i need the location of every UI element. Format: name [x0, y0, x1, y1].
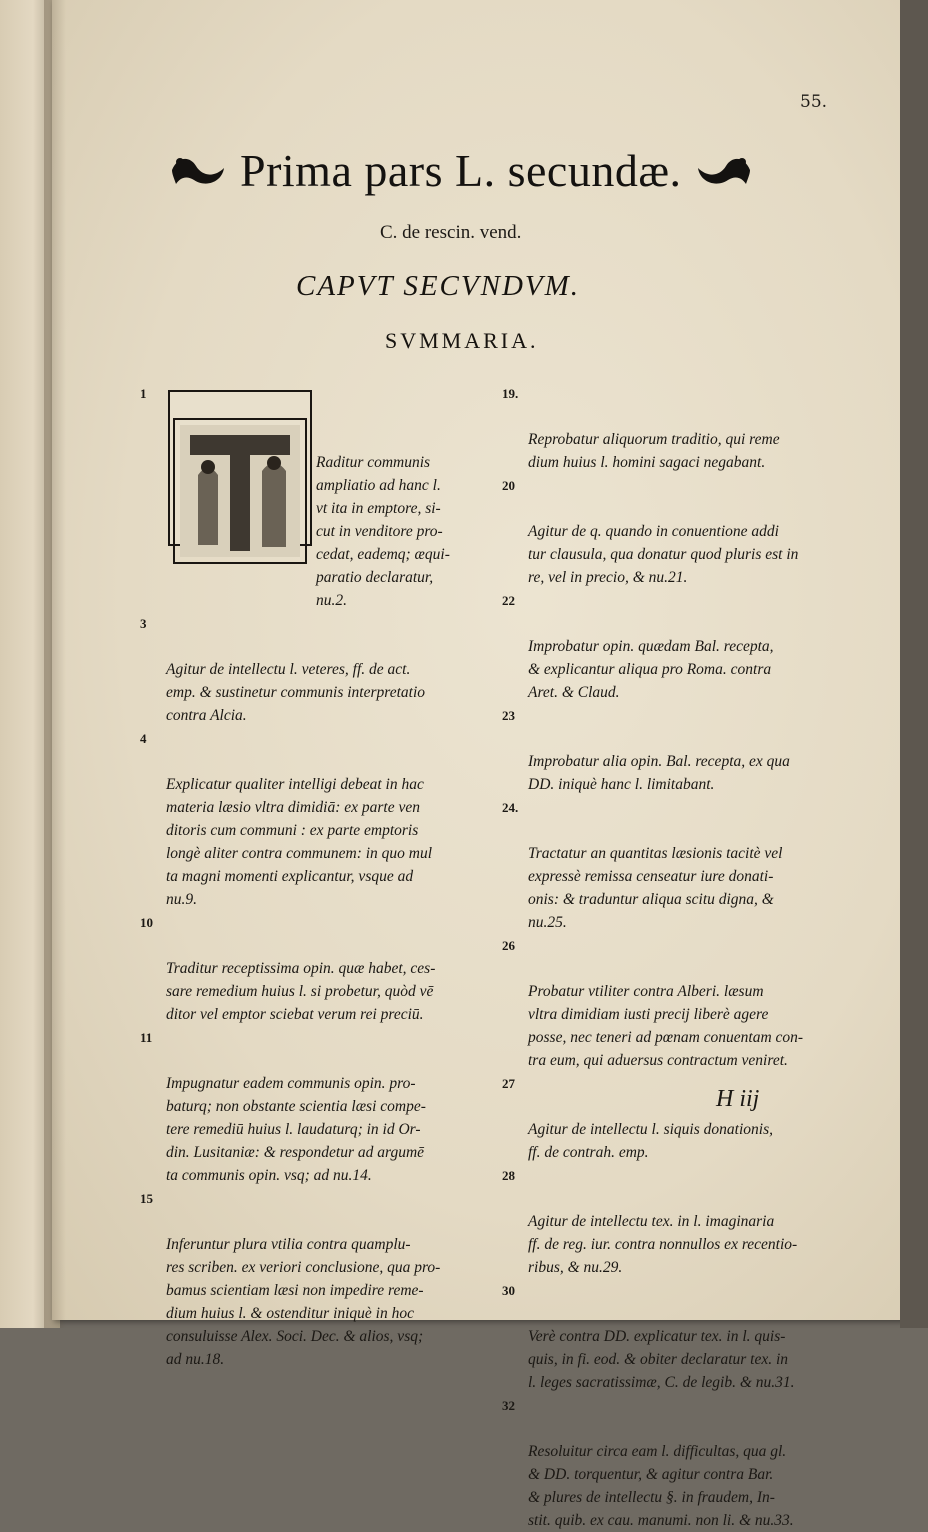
- entry-text: Agitur de intellectu tex. in l. imaginaria ff. de reg. iur. contra nonnullos ex recentio- ribus, & nu.29.: [528, 1213, 798, 1276]
- summary-heading: SVMMARIA.: [385, 328, 539, 353]
- summary-entry: [502, 934, 817, 1072]
- entry-text: Improbatur alia opin. Bal. recepta, ex qua DD. iniquè hanc l. limitabant.: [528, 753, 790, 793]
- summary-entry: [140, 382, 475, 612]
- entry-text: Inferuntur plura vtilia contra quamplu- res scriben. ex veriori conclusione, qua pro- bamus scientiam læsi non impedire reme- dium huius l. & ostenditur iniquè in hoc consuluisse Alex. Soci. Dec. & alios, vsq; ad nu.18.: [166, 1236, 441, 1368]
- summary-entry: [502, 1394, 817, 1532]
- entry-text: Explicatur qualiter intelligi debeat in hac materia læsio vltra dimidiā: ex parte ven ditoris cum communi : ex parte emptoris longè aliter contra communem: in quo mul ta magni momenti explicantur, vsque ad nu.9.: [166, 776, 433, 908]
- summary-entry: [502, 1072, 817, 1164]
- entry-text: Resoluitur circa eam l. difficultas, qua gl. & DD. torquentur, & agitur contra Bar. & plures de intellectu §. in fraudem, In- stit. quib. ex cau. manumi. non li. & nu.33.: [528, 1443, 794, 1529]
- entry-number: 4: [140, 731, 147, 746]
- summary-left-column: [140, 382, 475, 1371]
- entry-number: 11: [140, 1030, 153, 1045]
- entry-number: 22: [502, 593, 515, 608]
- summary-right-column: [502, 382, 817, 1532]
- chapter-heading: CAPVT SECVNDVM.: [296, 270, 581, 302]
- summary-entry: [140, 727, 475, 911]
- entry-text: Agitur de q. quando in conuentione addi tur clausula, qua donatur quod pluris est in re, vel in precio, & nu.21.: [528, 523, 799, 586]
- summary-entry: [502, 704, 817, 796]
- signature-mark: H iij: [716, 1086, 760, 1112]
- entry-text: Improbatur opin. quædam Bal. recepta, & explicantur aliqua pro Roma. contra Aret. & Claud.: [528, 638, 774, 701]
- entry-number: 23: [502, 708, 515, 723]
- entry-text: Agitur de intellectu l. siquis donationis, ff. de contrah. emp.: [528, 1121, 773, 1161]
- entry-number: 20: [502, 478, 515, 493]
- summary-entry: [140, 911, 475, 1026]
- entry-text: Reprobatur aliquorum traditio, qui reme dium huius l. homini sagaci negabant.: [528, 431, 780, 471]
- summary-entry: [502, 1279, 817, 1394]
- summary-entry: [140, 612, 475, 727]
- entry-number: 26: [502, 938, 515, 953]
- entry-text: Raditur communis ampliatio ad hanc l. vt ita in emptore, si- cut in venditore pro- cedat, eademq; æqui- paratio declaratur, nu.2.: [316, 454, 450, 609]
- summary-entry: [502, 796, 817, 934]
- right-fleuron-icon: [694, 148, 754, 192]
- entry-text: Tractatur an quantitas læsionis tacitè vel expressè remissa censeatur iure donati- onis: & traduntur aliqua scitu digna, & nu.25.: [528, 845, 783, 931]
- entry-number: 10: [140, 915, 153, 930]
- entry-text: Probatur vtiliter contra Alberi. læsum vltra dimidiam iusti precij liberè agere posse, nec teneri ad pœnam conuentam con- tra eum, qui aduersus contractum veniret.: [528, 983, 804, 1069]
- summary-entry: [502, 474, 817, 589]
- book-gutter: [44, 0, 66, 1328]
- entry-text: Agitur de intellectu l. veteres, ff. de act. emp. & sustinetur communis interpretatio contra Alcia.: [166, 661, 426, 724]
- entry-number: 30: [502, 1283, 515, 1298]
- page-number: 55.: [800, 92, 828, 112]
- background-edge: [900, 0, 928, 1328]
- entry-number: 27: [502, 1076, 515, 1091]
- summary-entry: [502, 1164, 817, 1279]
- entry-text: Impugnatur eadem communis opin. pro- baturq; non obstante scientia læsi compe- tere remediū huius l. laudaturq; in id Or- din. Lusitaniæ: & respondetur ad argumē ta communis opin. vsq; ad nu.14.: [166, 1075, 426, 1184]
- summary-entry: [502, 589, 817, 704]
- decorated-initial-woodcut: [168, 390, 312, 546]
- entry-text: Verè contra DD. explicatur tex. in l. quis- quis, in fi. eod. & obiter declaratur tex. in l. leges sacratissimæ, C. de legib. & nu.31.: [528, 1328, 795, 1391]
- title-text: Prima pars L. secundæ.: [240, 144, 682, 196]
- summary-entry: [140, 1187, 475, 1371]
- summary-entry: [140, 1026, 475, 1187]
- page-title-row: [168, 140, 828, 200]
- summary-entry: [502, 382, 817, 474]
- entry-number: 28: [502, 1168, 515, 1183]
- entry-text: Traditur receptissima opin. quæ habet, ces- sare remedium huius l. si probetur, quòd vē ditor vel emptor sciebat verum rei preciū.: [166, 960, 436, 1023]
- entry-number: 3: [140, 616, 147, 631]
- subtitle: C. de rescin. vend.: [380, 222, 522, 243]
- entry-number: 32: [502, 1398, 515, 1413]
- entry-number: 1: [140, 386, 147, 401]
- entry-number: 19.: [502, 386, 519, 401]
- entry-number: 15: [140, 1191, 153, 1206]
- left-fleuron-icon: [168, 148, 228, 192]
- entry-number: 24.: [502, 800, 519, 815]
